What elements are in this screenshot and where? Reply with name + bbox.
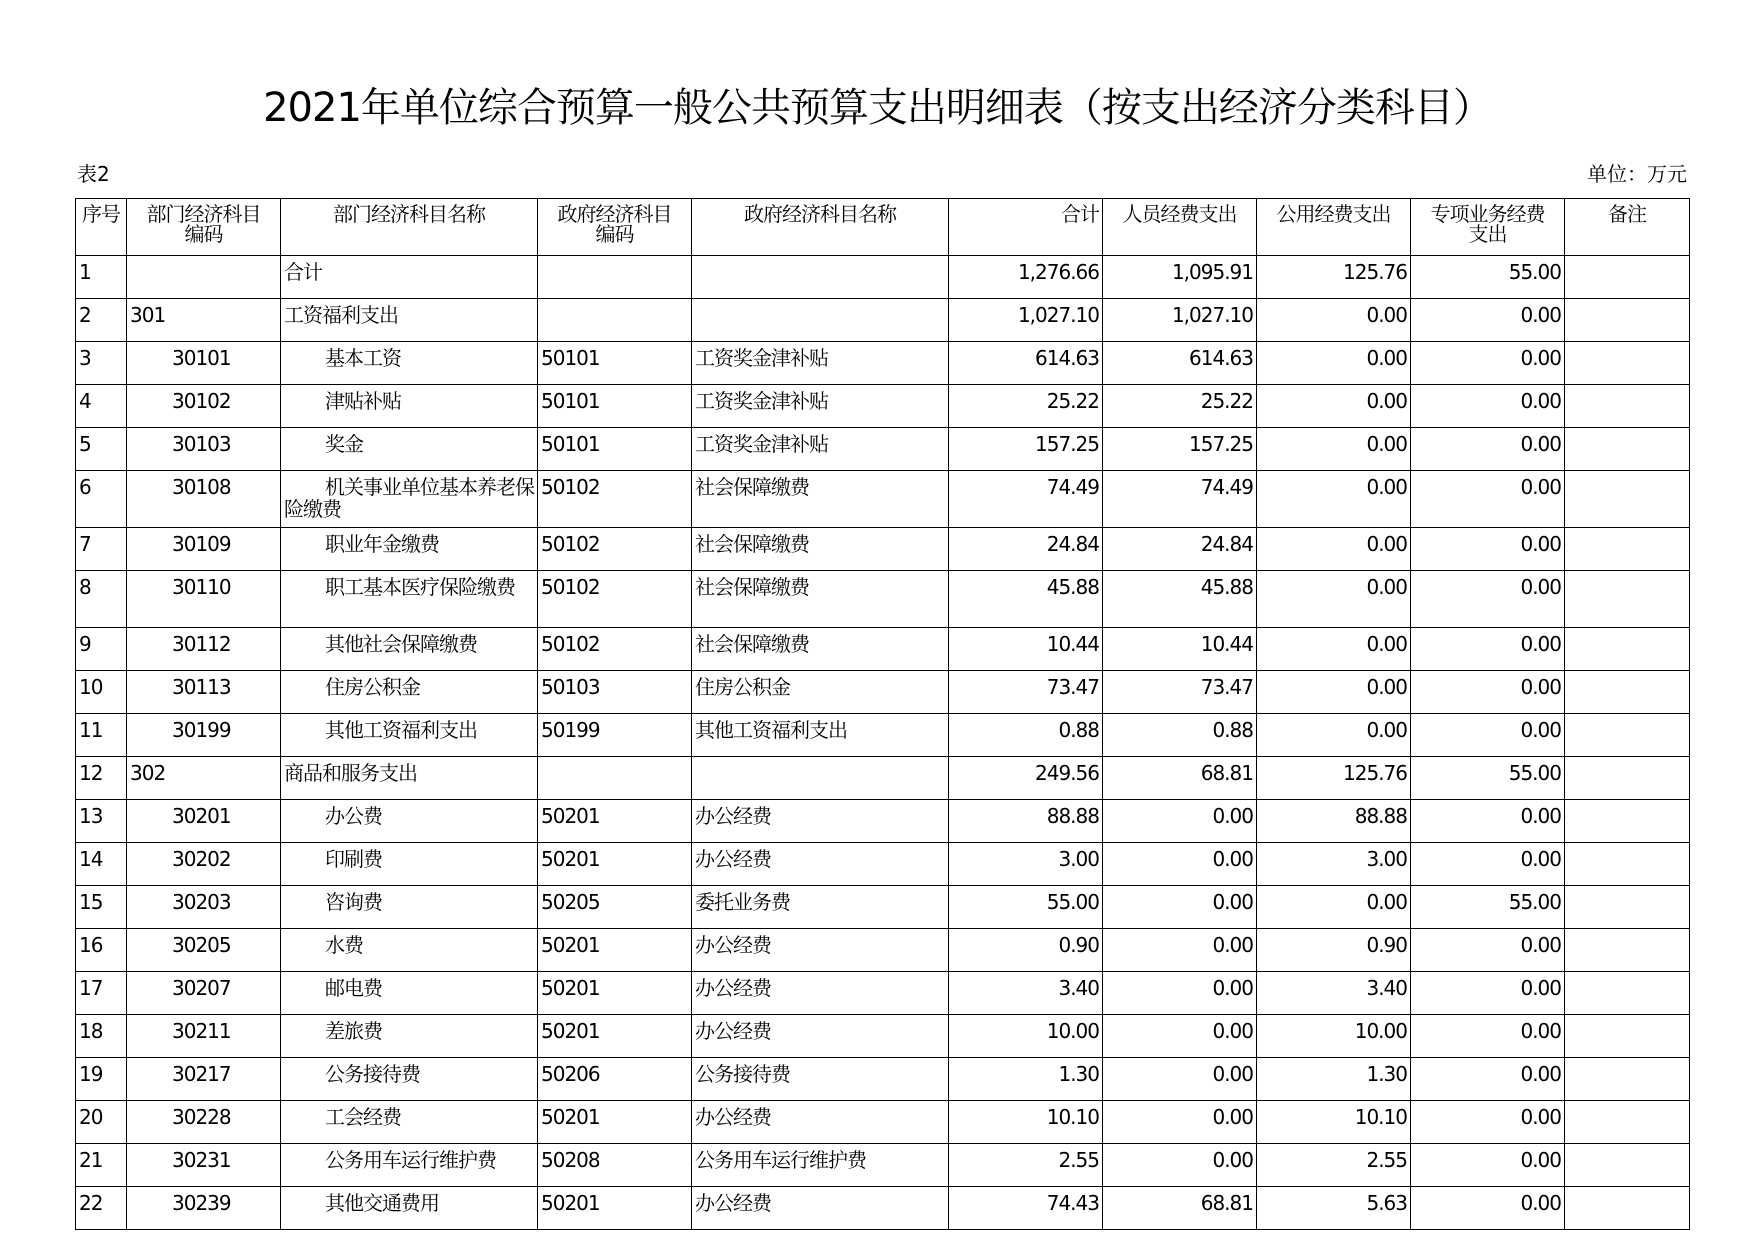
cell-public: 0.00 bbox=[1257, 886, 1411, 929]
table-row bbox=[76, 1144, 1690, 1187]
cell-remark bbox=[1565, 671, 1690, 714]
cell-total: 74.43 bbox=[949, 1187, 1103, 1230]
cell-dept-code: 30103 bbox=[127, 428, 281, 471]
cell-special: 0.00 bbox=[1411, 1187, 1565, 1230]
cell-dept-code: 30108 bbox=[127, 471, 281, 528]
cell-special: 0.00 bbox=[1411, 628, 1565, 671]
cell-dept-name: 水费 bbox=[281, 929, 538, 972]
cell-remark bbox=[1565, 714, 1690, 757]
cell-remark bbox=[1565, 886, 1690, 929]
cell-remark bbox=[1565, 929, 1690, 972]
cell-dept-name: 机关事业单位基本养老保险缴费 bbox=[281, 471, 538, 528]
cell-gov-name: 办公经费 bbox=[692, 972, 949, 1015]
cell-dept-code: 30211 bbox=[127, 1015, 281, 1058]
cell-seq: 2 bbox=[76, 299, 127, 342]
cell-total: 0.90 bbox=[949, 929, 1103, 972]
table-row bbox=[76, 757, 1690, 800]
cell-special: 0.00 bbox=[1411, 571, 1565, 628]
cell-seq: 11 bbox=[76, 714, 127, 757]
unit-label: 单位：万元 bbox=[1587, 162, 1687, 186]
cell-public: 0.90 bbox=[1257, 929, 1411, 972]
cell-seq: 5 bbox=[76, 428, 127, 471]
cell-dept-code: 30239 bbox=[127, 1187, 281, 1230]
cell-dept-code: 30101 bbox=[127, 342, 281, 385]
header-remark: 备注 bbox=[1565, 199, 1690, 256]
cell-gov-code: 50199 bbox=[538, 714, 692, 757]
cell-public: 0.00 bbox=[1257, 714, 1411, 757]
cell-gov-code: 50101 bbox=[538, 385, 692, 428]
cell-dept-name: 差旅费 bbox=[281, 1015, 538, 1058]
budget-table bbox=[75, 198, 1690, 1230]
cell-gov-name: 工资奖金津补贴 bbox=[692, 385, 949, 428]
cell-dept-code: 301 bbox=[127, 299, 281, 342]
header-special-line2: 支出 bbox=[1468, 222, 1507, 246]
cell-public: 125.76 bbox=[1257, 256, 1411, 299]
cell-dept-code: 30201 bbox=[127, 800, 281, 843]
cell-gov-name: 社会保障缴费 bbox=[692, 471, 949, 528]
cell-special: 0.00 bbox=[1411, 929, 1565, 972]
cell-remark bbox=[1565, 972, 1690, 1015]
table-row bbox=[76, 256, 1690, 299]
table-row bbox=[76, 571, 1690, 628]
cell-dept-code: 30202 bbox=[127, 843, 281, 886]
cell-personnel: 10.44 bbox=[1103, 628, 1257, 671]
table-row bbox=[76, 972, 1690, 1015]
cell-dept-code: 30205 bbox=[127, 929, 281, 972]
header-gov-name: 政府经济科目名称 bbox=[692, 199, 949, 256]
cell-special: 0.00 bbox=[1411, 428, 1565, 471]
cell-total: 10.44 bbox=[949, 628, 1103, 671]
cell-gov-name: 委托业务费 bbox=[692, 886, 949, 929]
header-total: 合计 bbox=[949, 199, 1103, 256]
cell-total: 24.84 bbox=[949, 528, 1103, 571]
cell-seq: 18 bbox=[76, 1015, 127, 1058]
cell-seq: 14 bbox=[76, 843, 127, 886]
cell-public: 125.76 bbox=[1257, 757, 1411, 800]
cell-personnel: 0.00 bbox=[1103, 1144, 1257, 1187]
cell-public: 5.63 bbox=[1257, 1187, 1411, 1230]
table-row bbox=[76, 714, 1690, 757]
cell-dept-name: 工会经费 bbox=[281, 1101, 538, 1144]
table-header-row bbox=[76, 199, 1690, 256]
cell-dept-code: 30112 bbox=[127, 628, 281, 671]
cell-dept-code: 30231 bbox=[127, 1144, 281, 1187]
cell-remark bbox=[1565, 299, 1690, 342]
cell-seq: 10 bbox=[76, 671, 127, 714]
cell-seq: 12 bbox=[76, 757, 127, 800]
cell-dept-code bbox=[127, 256, 281, 299]
cell-gov-code: 50201 bbox=[538, 1187, 692, 1230]
cell-remark bbox=[1565, 757, 1690, 800]
cell-seq: 1 bbox=[76, 256, 127, 299]
cell-personnel: 614.63 bbox=[1103, 342, 1257, 385]
cell-dept-name: 公务用车运行维护费 bbox=[281, 1144, 538, 1187]
cell-remark bbox=[1565, 471, 1690, 528]
header-public: 公用经费支出 bbox=[1257, 199, 1411, 256]
cell-remark bbox=[1565, 1058, 1690, 1101]
cell-gov-code: 50101 bbox=[538, 342, 692, 385]
cell-remark bbox=[1565, 1144, 1690, 1187]
cell-gov-name: 公务接待费 bbox=[692, 1058, 949, 1101]
cell-total: 614.63 bbox=[949, 342, 1103, 385]
cell-remark bbox=[1565, 628, 1690, 671]
table-body bbox=[76, 256, 1690, 1230]
cell-personnel: 0.00 bbox=[1103, 972, 1257, 1015]
cell-public: 0.00 bbox=[1257, 571, 1411, 628]
cell-dept-name: 其他工资福利支出 bbox=[281, 714, 538, 757]
cell-public: 0.00 bbox=[1257, 385, 1411, 428]
cell-special: 0.00 bbox=[1411, 342, 1565, 385]
cell-special: 0.00 bbox=[1411, 471, 1565, 528]
cell-gov-name: 其他工资福利支出 bbox=[692, 714, 949, 757]
cell-dept-name: 商品和服务支出 bbox=[281, 757, 538, 800]
cell-gov-code: 50201 bbox=[538, 929, 692, 972]
cell-dept-name: 咨询费 bbox=[281, 886, 538, 929]
cell-total: 2.55 bbox=[949, 1144, 1103, 1187]
cell-public: 0.00 bbox=[1257, 628, 1411, 671]
cell-dept-name: 基本工资 bbox=[281, 342, 538, 385]
cell-personnel: 68.81 bbox=[1103, 1187, 1257, 1230]
table-row bbox=[76, 1187, 1690, 1230]
cell-personnel: 0.00 bbox=[1103, 843, 1257, 886]
cell-dept-name: 办公费 bbox=[281, 800, 538, 843]
table-row bbox=[76, 843, 1690, 886]
cell-public: 0.00 bbox=[1257, 471, 1411, 528]
cell-gov-name: 住房公积金 bbox=[692, 671, 949, 714]
cell-total: 55.00 bbox=[949, 886, 1103, 929]
cell-dept-code: 30217 bbox=[127, 1058, 281, 1101]
header-dept-name: 部门经济科目名称 bbox=[281, 199, 538, 256]
cell-gov-name: 办公经费 bbox=[692, 1187, 949, 1230]
cell-dept-name: 其他交通费用 bbox=[281, 1187, 538, 1230]
cell-gov-code: 50201 bbox=[538, 972, 692, 1015]
header-dept-code-line1: 部门经济科目 bbox=[146, 202, 261, 226]
cell-gov-name: 办公经费 bbox=[692, 1015, 949, 1058]
cell-seq: 20 bbox=[76, 1101, 127, 1144]
cell-special: 0.00 bbox=[1411, 972, 1565, 1015]
cell-dept-name: 工资福利支出 bbox=[281, 299, 538, 342]
cell-seq: 13 bbox=[76, 800, 127, 843]
cell-gov-name bbox=[692, 299, 949, 342]
cell-gov-code bbox=[538, 256, 692, 299]
cell-dept-code: 30207 bbox=[127, 972, 281, 1015]
cell-total: 45.88 bbox=[949, 571, 1103, 628]
cell-dept-code: 30203 bbox=[127, 886, 281, 929]
cell-dept-name: 合计 bbox=[281, 256, 538, 299]
table-row bbox=[76, 428, 1690, 471]
table-row bbox=[76, 385, 1690, 428]
cell-gov-name: 社会保障缴费 bbox=[692, 571, 949, 628]
cell-seq: 21 bbox=[76, 1144, 127, 1187]
header-dept-code-line2: 编码 bbox=[184, 222, 223, 246]
cell-total: 74.49 bbox=[949, 471, 1103, 528]
cell-personnel: 45.88 bbox=[1103, 571, 1257, 628]
cell-special: 0.00 bbox=[1411, 843, 1565, 886]
cell-total: 1.30 bbox=[949, 1058, 1103, 1101]
cell-special: 0.00 bbox=[1411, 385, 1565, 428]
cell-gov-name: 办公经费 bbox=[692, 929, 949, 972]
cell-total: 73.47 bbox=[949, 671, 1103, 714]
cell-gov-code: 50102 bbox=[538, 628, 692, 671]
cell-dept-name: 住房公积金 bbox=[281, 671, 538, 714]
cell-dept-name: 职业年金缴费 bbox=[281, 528, 538, 571]
page-title: 2021年单位综合预算一般公共预算支出明细表（按支出经济分类科目） bbox=[263, 85, 1492, 131]
cell-total: 3.00 bbox=[949, 843, 1103, 886]
cell-gov-code bbox=[538, 299, 692, 342]
cell-total: 10.00 bbox=[949, 1015, 1103, 1058]
cell-gov-name: 办公经费 bbox=[692, 1101, 949, 1144]
cell-remark bbox=[1565, 1187, 1690, 1230]
cell-public: 1.30 bbox=[1257, 1058, 1411, 1101]
cell-personnel: 0.00 bbox=[1103, 1015, 1257, 1058]
cell-dept-name: 津贴补贴 bbox=[281, 385, 538, 428]
header-gov-code-line1: 政府经济科目 bbox=[557, 202, 672, 226]
cell-public: 0.00 bbox=[1257, 671, 1411, 714]
header-dept-code bbox=[127, 199, 281, 256]
cell-public: 2.55 bbox=[1257, 1144, 1411, 1187]
cell-gov-name: 工资奖金津补贴 bbox=[692, 428, 949, 471]
cell-public: 3.40 bbox=[1257, 972, 1411, 1015]
cell-personnel: 0.00 bbox=[1103, 800, 1257, 843]
cell-special: 0.00 bbox=[1411, 800, 1565, 843]
cell-gov-code: 50102 bbox=[538, 471, 692, 528]
cell-gov-code bbox=[538, 757, 692, 800]
table-row bbox=[76, 800, 1690, 843]
cell-gov-name: 工资奖金津补贴 bbox=[692, 342, 949, 385]
cell-personnel: 1,027.10 bbox=[1103, 299, 1257, 342]
cell-total: 25.22 bbox=[949, 385, 1103, 428]
cell-seq: 16 bbox=[76, 929, 127, 972]
cell-personnel: 157.25 bbox=[1103, 428, 1257, 471]
cell-public: 0.00 bbox=[1257, 299, 1411, 342]
cell-gov-code: 50201 bbox=[538, 843, 692, 886]
cell-total: 3.40 bbox=[949, 972, 1103, 1015]
table-row bbox=[76, 528, 1690, 571]
cell-dept-name: 邮电费 bbox=[281, 972, 538, 1015]
cell-seq: 4 bbox=[76, 385, 127, 428]
cell-gov-code: 50102 bbox=[538, 528, 692, 571]
cell-personnel: 24.84 bbox=[1103, 528, 1257, 571]
cell-personnel: 25.22 bbox=[1103, 385, 1257, 428]
cell-total: 157.25 bbox=[949, 428, 1103, 471]
cell-dept-name: 职工基本医疗保险缴费 bbox=[281, 571, 538, 628]
cell-total: 88.88 bbox=[949, 800, 1103, 843]
cell-gov-code: 50208 bbox=[538, 1144, 692, 1187]
cell-dept-code: 302 bbox=[127, 757, 281, 800]
cell-total: 1,276.66 bbox=[949, 256, 1103, 299]
cell-gov-name bbox=[692, 757, 949, 800]
header-gov-code bbox=[538, 199, 692, 256]
table-number: 表2 bbox=[77, 162, 110, 186]
cell-remark bbox=[1565, 528, 1690, 571]
cell-gov-name: 公务用车运行维护费 bbox=[692, 1144, 949, 1187]
cell-gov-code: 50201 bbox=[538, 800, 692, 843]
cell-personnel: 0.00 bbox=[1103, 886, 1257, 929]
cell-special: 0.00 bbox=[1411, 714, 1565, 757]
table-row bbox=[76, 886, 1690, 929]
cell-remark bbox=[1565, 1015, 1690, 1058]
cell-seq: 17 bbox=[76, 972, 127, 1015]
cell-remark bbox=[1565, 342, 1690, 385]
cell-public: 0.00 bbox=[1257, 342, 1411, 385]
header-special-line1: 专项业务经费 bbox=[1430, 202, 1545, 226]
table-row bbox=[76, 1058, 1690, 1101]
table-row bbox=[76, 628, 1690, 671]
cell-seq: 22 bbox=[76, 1187, 127, 1230]
cell-dept-name: 其他社会保障缴费 bbox=[281, 628, 538, 671]
cell-special: 55.00 bbox=[1411, 886, 1565, 929]
cell-dept-code: 30228 bbox=[127, 1101, 281, 1144]
cell-gov-code: 50201 bbox=[538, 1101, 692, 1144]
cell-total: 1,027.10 bbox=[949, 299, 1103, 342]
cell-dept-code: 30109 bbox=[127, 528, 281, 571]
table-row bbox=[76, 299, 1690, 342]
cell-total: 10.10 bbox=[949, 1101, 1103, 1144]
cell-special: 0.00 bbox=[1411, 299, 1565, 342]
cell-personnel: 0.00 bbox=[1103, 929, 1257, 972]
header-special bbox=[1411, 199, 1565, 256]
cell-public: 0.00 bbox=[1257, 428, 1411, 471]
cell-special: 0.00 bbox=[1411, 528, 1565, 571]
cell-seq: 8 bbox=[76, 571, 127, 628]
cell-personnel: 0.88 bbox=[1103, 714, 1257, 757]
cell-gov-code: 50102 bbox=[538, 571, 692, 628]
cell-dept-code: 30110 bbox=[127, 571, 281, 628]
cell-special: 0.00 bbox=[1411, 1101, 1565, 1144]
cell-total: 249.56 bbox=[949, 757, 1103, 800]
cell-personnel: 0.00 bbox=[1103, 1058, 1257, 1101]
table-row bbox=[76, 1101, 1690, 1144]
cell-public: 0.00 bbox=[1257, 528, 1411, 571]
cell-personnel: 73.47 bbox=[1103, 671, 1257, 714]
cell-dept-code: 30102 bbox=[127, 385, 281, 428]
cell-gov-code: 50101 bbox=[538, 428, 692, 471]
cell-dept-name: 印刷费 bbox=[281, 843, 538, 886]
cell-seq: 3 bbox=[76, 342, 127, 385]
cell-remark bbox=[1565, 385, 1690, 428]
cell-dept-code: 30113 bbox=[127, 671, 281, 714]
cell-personnel: 68.81 bbox=[1103, 757, 1257, 800]
cell-gov-name: 办公经费 bbox=[692, 800, 949, 843]
cell-remark bbox=[1565, 428, 1690, 471]
cell-public: 3.00 bbox=[1257, 843, 1411, 886]
cell-public: 10.00 bbox=[1257, 1015, 1411, 1058]
table-row bbox=[76, 671, 1690, 714]
cell-public: 10.10 bbox=[1257, 1101, 1411, 1144]
cell-seq: 6 bbox=[76, 471, 127, 528]
cell-personnel: 1,095.91 bbox=[1103, 256, 1257, 299]
cell-gov-name: 社会保障缴费 bbox=[692, 628, 949, 671]
cell-remark bbox=[1565, 800, 1690, 843]
header-seq: 序号 bbox=[76, 199, 127, 256]
cell-personnel: 74.49 bbox=[1103, 471, 1257, 528]
cell-gov-code: 50205 bbox=[538, 886, 692, 929]
cell-special: 55.00 bbox=[1411, 757, 1565, 800]
cell-dept-code: 30199 bbox=[127, 714, 281, 757]
cell-seq: 19 bbox=[76, 1058, 127, 1101]
cell-special: 0.00 bbox=[1411, 1015, 1565, 1058]
cell-special: 0.00 bbox=[1411, 1144, 1565, 1187]
cell-remark bbox=[1565, 256, 1690, 299]
cell-special: 0.00 bbox=[1411, 671, 1565, 714]
table-row bbox=[76, 1015, 1690, 1058]
header-gov-code-line2: 编码 bbox=[595, 222, 634, 246]
cell-total: 0.88 bbox=[949, 714, 1103, 757]
cell-gov-name: 社会保障缴费 bbox=[692, 528, 949, 571]
header-personnel: 人员经费支出 bbox=[1103, 199, 1257, 256]
cell-gov-name bbox=[692, 256, 949, 299]
cell-gov-code: 50201 bbox=[538, 1015, 692, 1058]
cell-gov-name: 办公经费 bbox=[692, 843, 949, 886]
table-row bbox=[76, 929, 1690, 972]
cell-remark bbox=[1565, 1101, 1690, 1144]
cell-remark bbox=[1565, 843, 1690, 886]
table-row bbox=[76, 471, 1690, 528]
cell-seq: 7 bbox=[76, 528, 127, 571]
cell-special: 55.00 bbox=[1411, 256, 1565, 299]
cell-personnel: 0.00 bbox=[1103, 1101, 1257, 1144]
cell-seq: 9 bbox=[76, 628, 127, 671]
cell-special: 0.00 bbox=[1411, 1058, 1565, 1101]
cell-gov-code: 50206 bbox=[538, 1058, 692, 1101]
cell-gov-code: 50103 bbox=[538, 671, 692, 714]
cell-dept-name: 公务接待费 bbox=[281, 1058, 538, 1101]
cell-remark bbox=[1565, 571, 1690, 628]
cell-seq: 15 bbox=[76, 886, 127, 929]
cell-dept-name: 奖金 bbox=[281, 428, 538, 471]
table-row bbox=[76, 342, 1690, 385]
cell-public: 88.88 bbox=[1257, 800, 1411, 843]
